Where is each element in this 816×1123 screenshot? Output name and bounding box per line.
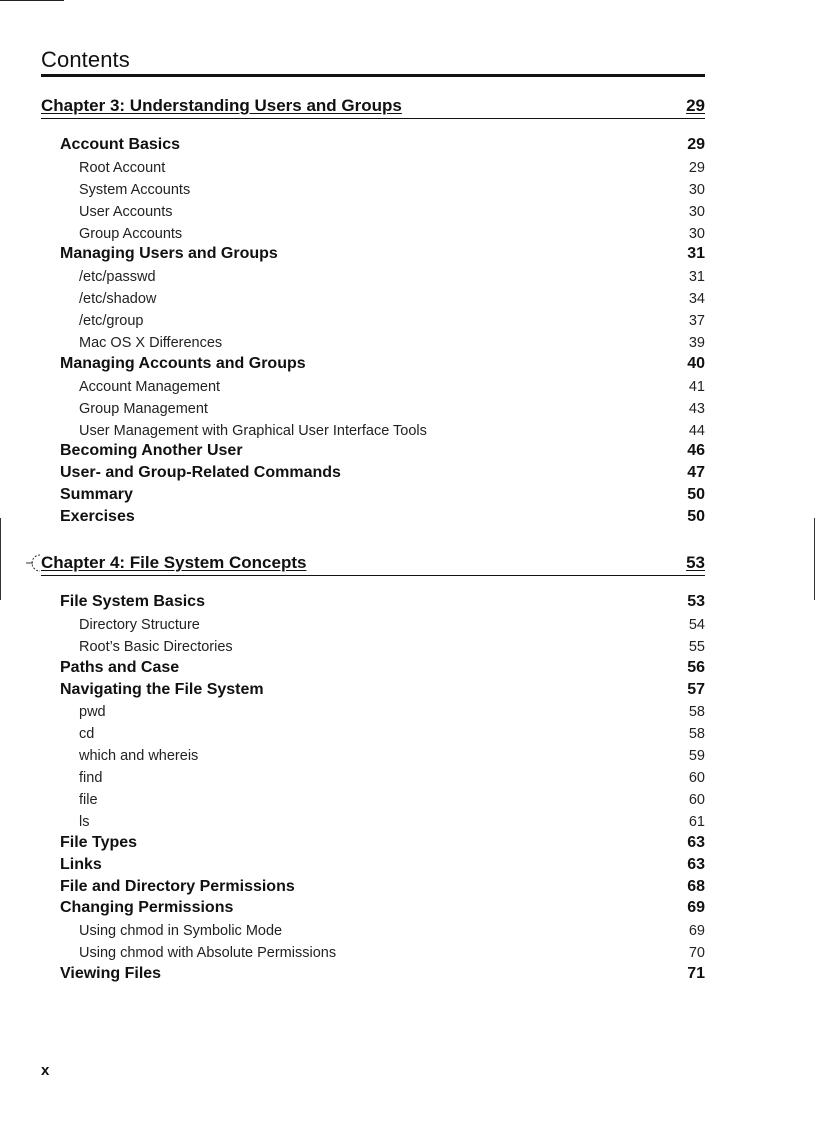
toc-entry-page: 47 — [687, 464, 705, 482]
toc-entry-title: User Accounts — [79, 203, 173, 220]
toc-section[interactable] — [60, 833, 705, 855]
left-margin-mark — [0, 518, 1, 600]
toc-entry-page: 58 — [688, 726, 705, 743]
toc-subsection[interactable] — [60, 420, 705, 442]
toc-entry-title: File Types — [60, 833, 138, 851]
toc-subsection[interactable] — [60, 789, 705, 811]
toc-entry-page: 41 — [688, 378, 705, 395]
toc-entry-title: Using chmod with Absolute Permissions — [79, 945, 337, 962]
toc-subsection[interactable] — [60, 179, 705, 201]
toc-entry-page: 39 — [688, 335, 705, 352]
toc-entry-title: find — [79, 770, 103, 787]
toc-entry-page: 34 — [688, 291, 705, 308]
toc-entry-page: 31 — [688, 269, 705, 286]
toc-subsection[interactable] — [60, 332, 705, 354]
toc-entry-title: Exercises — [60, 508, 135, 526]
toc-section[interactable] — [60, 354, 705, 376]
toc-entry-page: 54 — [688, 616, 705, 633]
toc-entry-page: 71 — [687, 965, 705, 983]
toc-entry-title: System Accounts — [79, 181, 191, 198]
toc-section[interactable] — [60, 658, 705, 680]
toc-subsection[interactable] — [60, 701, 705, 723]
toc-section[interactable] — [60, 135, 705, 157]
toc-entry-page: 29 — [687, 136, 705, 153]
toc-subsection[interactable] — [60, 376, 705, 398]
toc-section[interactable] — [60, 877, 705, 899]
toc-subsection[interactable] — [60, 745, 705, 767]
toc-entry-title: pwd — [79, 704, 106, 721]
toc-entry-title: Group Accounts — [79, 225, 183, 242]
chapter-title: Chapter 3: Understanding Users and Groups — [41, 96, 402, 115]
toc-entry-title: User Management with Graphical User Interface Tools — [79, 422, 427, 439]
toc-subsection[interactable] — [60, 157, 705, 179]
toc-entry-title: Summary — [60, 486, 133, 504]
toc-entry-title: Navigating the File System — [60, 680, 264, 698]
toc-entry-page: 30 — [688, 225, 705, 242]
toc-entry-page: 63 — [687, 855, 705, 873]
chapter-4-entries — [60, 592, 705, 986]
toc-subsection[interactable] — [60, 723, 705, 745]
toc-entry-title: Directory Structure — [79, 616, 200, 633]
right-margin-mark — [814, 518, 815, 600]
toc-section[interactable] — [60, 441, 705, 463]
toc-entry-page: 60 — [688, 770, 705, 787]
chapter-3-entries — [60, 135, 705, 529]
toc-subsection[interactable] — [60, 310, 705, 332]
toc-entry-title: /etc/group — [79, 313, 144, 330]
page-title: Contents — [41, 47, 130, 72]
toc-subsection[interactable] — [60, 266, 705, 288]
toc-entry-title: ls — [79, 813, 90, 830]
toc-subsection[interactable] — [60, 811, 705, 833]
toc-entry-page: 59 — [688, 748, 705, 765]
toc-entry-page: 57 — [687, 680, 705, 698]
toc-entry-page: 53 — [687, 593, 705, 610]
toc-entry-page: 30 — [688, 203, 705, 220]
toc-subsection[interactable] — [60, 942, 705, 964]
toc-section[interactable] — [60, 463, 705, 485]
toc-entry-page: 68 — [687, 877, 705, 895]
toc-entry-title: cd — [79, 726, 95, 743]
toc-entry-page: 46 — [687, 442, 705, 460]
toc-subsection[interactable] — [60, 636, 705, 658]
toc-entry-page: 29 — [688, 159, 705, 176]
toc-entry-title: Root Account — [79, 159, 166, 176]
toc-subsection[interactable] — [60, 767, 705, 789]
toc-entry-title: Root’s Basic Directories — [79, 638, 233, 655]
toc-entry-title: Using chmod in Symbolic Mode — [79, 923, 283, 940]
toc-entry-page: 60 — [688, 792, 705, 809]
toc-section[interactable] — [60, 964, 705, 986]
chapter-3-heading[interactable] — [41, 96, 705, 119]
toc-entry-title: Account Management — [79, 378, 221, 395]
chapter-page-number: 29 — [686, 96, 705, 115]
crop-mark-icon — [26, 553, 42, 573]
toc-entry-title: Group Management — [79, 400, 208, 417]
toc-entry-title: /etc/passwd — [79, 269, 156, 286]
page-number: x — [41, 1062, 50, 1079]
toc-entry-page: 56 — [687, 658, 705, 676]
chapter-title: Chapter 4: File System Concepts — [41, 553, 307, 572]
toc-section[interactable] — [60, 592, 705, 614]
toc-entry-title: File System Basics — [60, 593, 205, 610]
toc-entry-title: Changing Permissions — [60, 899, 234, 917]
toc-entry-title: which and whereis — [79, 748, 199, 765]
toc-entry-title: Becoming Another User — [60, 442, 243, 460]
toc-entry-title: Links — [60, 855, 102, 873]
toc-subsection[interactable] — [60, 920, 705, 942]
toc-entry-page: 50 — [687, 508, 705, 526]
chapter-4-heading[interactable] — [41, 553, 705, 576]
toc-section[interactable] — [60, 680, 705, 702]
toc-entry-page: 55 — [688, 638, 705, 655]
toc-entry-page: 37 — [688, 313, 705, 330]
toc-section[interactable] — [60, 855, 705, 877]
toc-entry-page: 69 — [687, 899, 705, 917]
toc-entry-title: Managing Users and Groups — [60, 245, 278, 263]
toc-section[interactable] — [60, 485, 705, 507]
toc-subsection[interactable] — [60, 398, 705, 420]
toc-entry-page: 70 — [688, 945, 705, 962]
toc-subsection[interactable] — [60, 201, 705, 223]
toc-entry-page: 44 — [688, 422, 705, 439]
toc-entry-page: 58 — [688, 704, 705, 721]
toc-section[interactable] — [60, 244, 705, 266]
toc-entry-page: 40 — [687, 354, 705, 372]
top-crop-rule — [0, 0, 64, 1]
toc-entry-title: Viewing Files — [60, 965, 162, 983]
toc-section[interactable] — [60, 898, 705, 920]
toc-entry-title: User- and Group-Related Commands — [60, 464, 341, 482]
toc-entry-title: Managing Accounts and Groups — [60, 354, 306, 372]
toc-subsection[interactable] — [60, 614, 705, 636]
heading-rule — [41, 74, 705, 77]
toc-entry-title: Account Basics — [60, 136, 181, 153]
toc-entry-page: 50 — [687, 486, 705, 504]
toc-entry-page: 31 — [687, 245, 705, 263]
toc-section[interactable] — [60, 507, 705, 529]
toc-entry-title: Mac OS X Differences — [79, 335, 223, 352]
toc-subsection[interactable] — [60, 288, 705, 310]
toc-entry-title: /etc/shadow — [79, 291, 157, 308]
toc-subsection[interactable] — [60, 223, 705, 245]
toc-entry-page: 69 — [688, 923, 705, 940]
toc-entry-page: 63 — [687, 833, 705, 851]
toc-entry-title: file — [79, 792, 98, 809]
toc-entry-page: 30 — [688, 181, 705, 198]
toc-entry-title: File and Directory Permissions — [60, 877, 295, 895]
toc-entry-title: Paths and Case — [60, 658, 180, 676]
toc-entry-page: 43 — [688, 400, 705, 417]
toc-entry-page: 61 — [688, 813, 705, 830]
chapter-page-number: 53 — [686, 553, 705, 572]
